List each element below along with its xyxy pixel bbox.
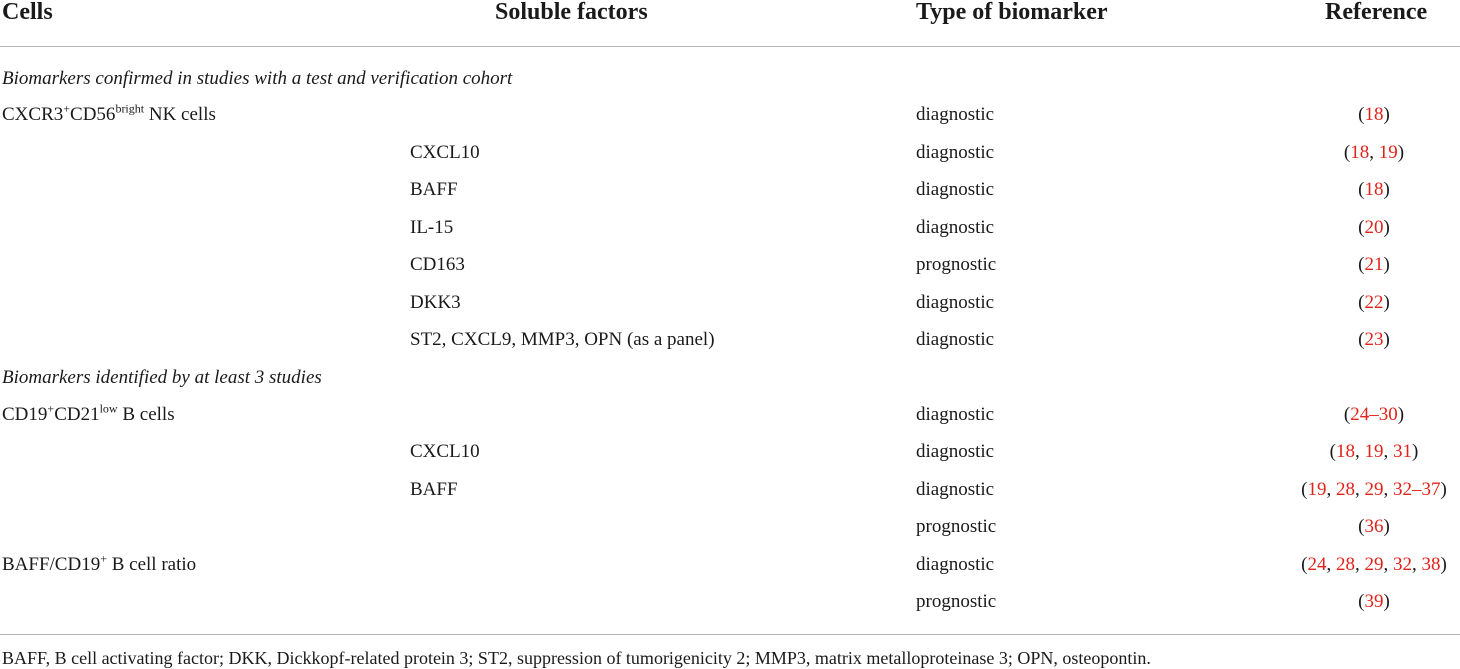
ref-separator: , <box>1326 479 1336 500</box>
header-cells: Cells <box>2 0 53 25</box>
ref-separator: , <box>1355 554 1365 575</box>
header-reference: Reference <box>1325 0 1428 25</box>
reference-cell <box>1290 404 1458 426</box>
reference-link[interactable]: 19 <box>1307 479 1327 500</box>
reference-link[interactable]: 39 <box>1364 591 1384 612</box>
ref-separator: , <box>1412 554 1422 575</box>
paren-open: ( <box>1358 217 1365 238</box>
paren-close: ) <box>1383 329 1390 350</box>
cell-name-part: B cells <box>117 404 175 425</box>
reference-link[interactable]: 18 <box>1336 441 1355 462</box>
reference-link[interactable]: 19 <box>1364 441 1384 462</box>
reference-link[interactable]: 29 <box>1364 554 1384 575</box>
paren-open: ( <box>1301 479 1308 500</box>
biomarker-type: diagnostic <box>916 329 995 350</box>
paren-open: ( <box>1343 142 1351 163</box>
reference-link[interactable]: 31 <box>1393 441 1412 462</box>
ref-separator: , <box>1355 479 1365 500</box>
reference-cell <box>1290 591 1458 613</box>
biomarker-type: diagnostic <box>916 479 995 500</box>
section-heading-confirmed: Biomarkers confirmed in studies with a test and verification cohort <box>2 68 513 89</box>
reference-link[interactable]: 28 <box>1336 554 1355 575</box>
cell-marker-sup: + <box>47 401 55 416</box>
paren-open: ( <box>1358 591 1365 612</box>
header-soluble-factors: Soluble factors <box>495 0 648 25</box>
paren-close: ) <box>1383 104 1390 125</box>
biomarker-type: diagnostic <box>916 441 995 462</box>
cell-name-part: B cell ratio <box>106 554 197 575</box>
section-heading-identified: Biomarkers identified by at least 3 studies <box>2 367 322 388</box>
paren-open: ( <box>1358 292 1365 313</box>
cell-marker-sup: + <box>100 551 107 566</box>
reference-cell <box>1290 254 1458 276</box>
reference-link[interactable]: 18 <box>1364 104 1384 125</box>
reference-cell <box>1290 554 1458 576</box>
reference-link[interactable]: 19 <box>1378 142 1398 163</box>
paren-close: ) <box>1397 404 1405 425</box>
reference-cell <box>1290 329 1458 351</box>
table-row <box>0 401 1460 442</box>
paren-close: ) <box>1383 217 1390 238</box>
reference-cell <box>1290 516 1458 538</box>
table-row <box>0 441 1460 479</box>
reference-cell <box>1290 292 1458 314</box>
biomarker-type: diagnostic <box>916 142 995 163</box>
biomarker-type: diagnostic <box>916 292 995 313</box>
ref-separator: , <box>1355 441 1365 462</box>
table-row <box>0 329 1460 367</box>
header-rule <box>0 46 1460 47</box>
cell-name-part: CXCR3 <box>2 104 64 125</box>
cell-type <box>2 551 197 576</box>
reference-link[interactable]: 36 <box>1364 516 1384 537</box>
cell-type <box>2 401 175 426</box>
reference-link[interactable]: 38 <box>1421 554 1441 575</box>
paren-open: ( <box>1301 554 1308 575</box>
paren-close: ) <box>1397 142 1405 163</box>
reference-link[interactable]: 18 <box>1350 142 1370 163</box>
table-row <box>0 551 1460 592</box>
biomarker-type: diagnostic <box>916 104 995 125</box>
reference-link[interactable]: 32–37 <box>1393 479 1441 500</box>
paren-close: ) <box>1383 516 1390 537</box>
ref-separator: , <box>1369 142 1379 163</box>
reference-link[interactable]: 28 <box>1336 479 1355 500</box>
paren-open: ( <box>1329 441 1336 462</box>
paren-close: ) <box>1440 479 1447 500</box>
ref-separator: , <box>1383 479 1393 500</box>
cell-name-part: CD21 <box>54 404 100 425</box>
reference-cell <box>1290 217 1458 239</box>
bottom-rule <box>0 634 1460 635</box>
table-row <box>0 479 1460 517</box>
biomarker-type: diagnostic <box>916 404 995 425</box>
paren-close: ) <box>1383 254 1390 275</box>
reference-link[interactable]: 20 <box>1364 217 1384 238</box>
biomarker-type: prognostic <box>916 254 997 275</box>
table-header <box>0 0 1460 37</box>
biomarker-type: diagnostic <box>916 179 995 200</box>
soluble-factor: BAFF <box>410 479 458 500</box>
paren-open: ( <box>1358 104 1365 125</box>
table-row <box>0 217 1460 255</box>
table-row <box>0 254 1460 292</box>
soluble-factor: DKK3 <box>410 292 461 313</box>
reference-cell <box>1290 142 1458 164</box>
paren-open: ( <box>1358 254 1365 275</box>
paren-open: ( <box>1358 329 1365 350</box>
soluble-factor: BAFF <box>410 179 458 200</box>
reference-link[interactable]: 32 <box>1393 554 1412 575</box>
reference-cell <box>1290 441 1458 463</box>
header-type-of-biomarker: Type of biomarker <box>916 0 1108 25</box>
paren-close: ) <box>1383 292 1390 313</box>
cell-name-part: CD19 <box>2 404 48 425</box>
reference-link[interactable]: 23 <box>1364 329 1384 350</box>
table-footnote: BAFF, B cell activating factor; DKK, Dickkopf-related protein 3; ST2, suppression of tumorigenicity 2; MMP3, matrix metalloproteinase 3; OPN, osteopontin. <box>2 648 1151 668</box>
cell-marker-sup: + <box>63 101 71 116</box>
reference-link[interactable]: 18 <box>1364 179 1384 200</box>
reference-cell <box>1290 479 1458 501</box>
paren-close: ) <box>1440 554 1447 575</box>
cell-name-part: CD56 <box>70 104 116 125</box>
table-row <box>0 142 1460 180</box>
paren-close: ) <box>1383 591 1390 612</box>
reference-cell <box>1290 104 1458 126</box>
biomarker-type: prognostic <box>916 516 997 537</box>
biomarker-type: prognostic <box>916 591 997 612</box>
reference-link[interactable]: 22 <box>1364 292 1384 313</box>
ref-separator: , <box>1383 441 1393 462</box>
soluble-factor: CXCL10 <box>410 441 480 462</box>
reference-cell <box>1290 179 1458 201</box>
paren-close: ) <box>1412 441 1419 462</box>
soluble-factor: ST2, CXCL9, MMP3, OPN (as a panel) <box>410 329 715 350</box>
reference-link[interactable]: 21 <box>1364 254 1384 275</box>
cell-marker-sup: bright <box>115 101 145 116</box>
table-row <box>0 179 1460 217</box>
biomarker-type: diagnostic <box>916 554 995 575</box>
cell-name-part: BAFF/CD19 <box>2 554 101 575</box>
table-row <box>0 101 1460 142</box>
cell-name-part: NK cells <box>144 104 216 125</box>
soluble-factor: CXCL10 <box>410 142 480 163</box>
reference-link[interactable]: 24–30 <box>1350 404 1398 425</box>
soluble-factor: CD163 <box>410 254 465 275</box>
reference-link[interactable]: 29 <box>1364 479 1384 500</box>
paren-open: ( <box>1358 516 1365 537</box>
paren-close: ) <box>1383 179 1390 200</box>
soluble-factor: IL-15 <box>410 217 454 238</box>
cell-type <box>2 101 216 126</box>
table-row <box>0 516 1460 554</box>
cell-marker-sup: low <box>99 401 118 416</box>
paren-open: ( <box>1343 404 1351 425</box>
ref-separator: , <box>1326 554 1336 575</box>
biomarker-type: diagnostic <box>916 217 995 238</box>
reference-link[interactable]: 24 <box>1307 554 1327 575</box>
table-row <box>0 292 1460 330</box>
paren-open: ( <box>1358 179 1365 200</box>
table-row <box>0 591 1460 629</box>
ref-separator: , <box>1383 554 1393 575</box>
